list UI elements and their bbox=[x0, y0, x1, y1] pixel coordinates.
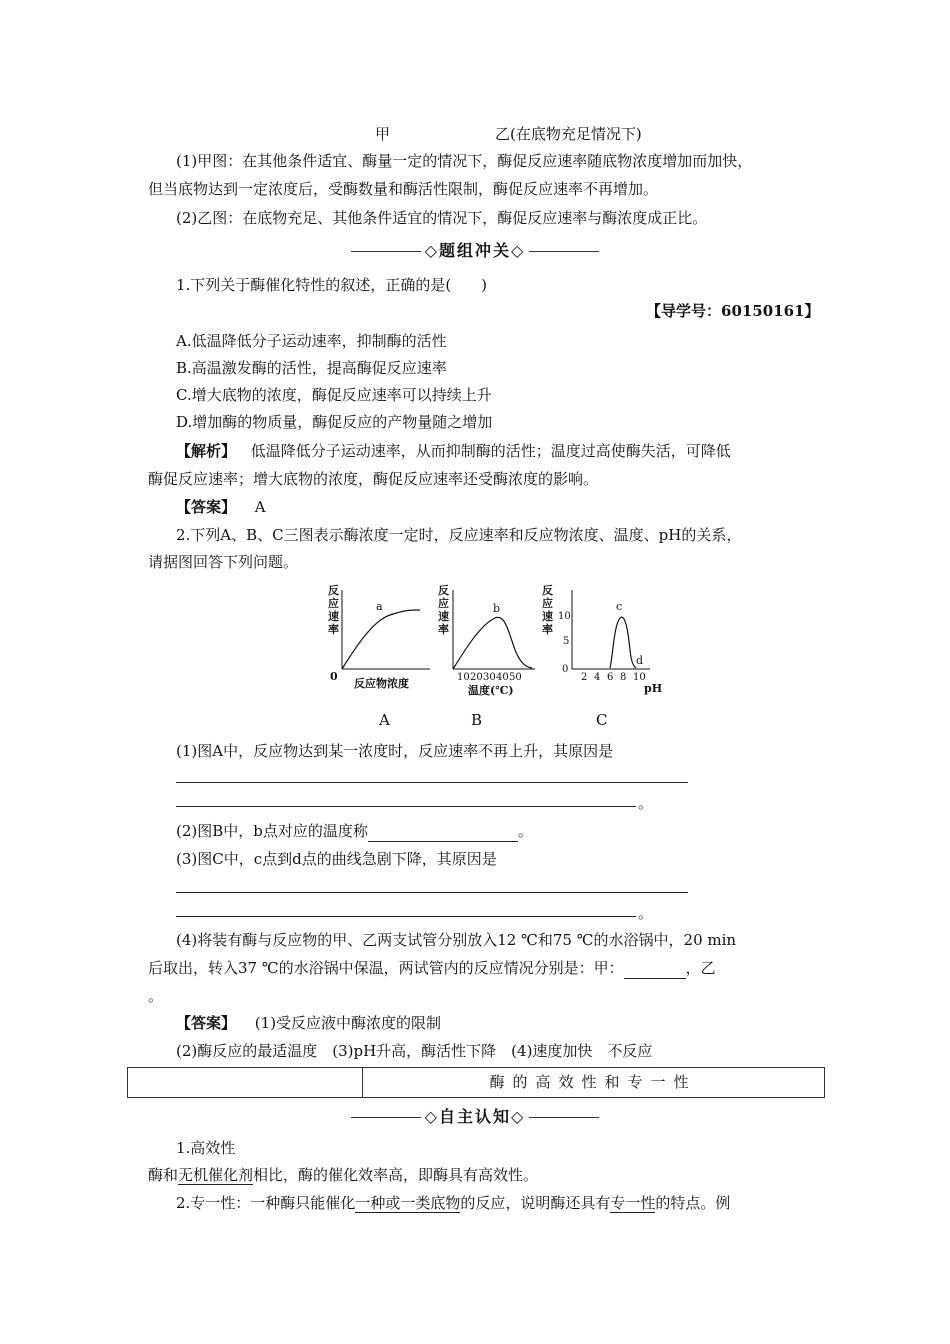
answer-blank bbox=[176, 916, 636, 917]
x-label: 温度(℃) bbox=[468, 684, 514, 697]
period: 。 bbox=[517, 822, 533, 840]
y-tick: 5 bbox=[563, 636, 570, 647]
x-label: 反应物浓度 bbox=[354, 677, 409, 690]
q2-sub2-text: (2)图B中，b点对应的温度称 bbox=[176, 822, 368, 840]
explain-1a: (1)甲图：在其他条件适宜、酶量一定的情况下，酶促反应速率随底物浓度增加而加快， bbox=[176, 152, 753, 170]
q1-ref-number: 【导学号：60150161】 bbox=[646, 302, 820, 320]
s2-heading-2 bbox=[176, 1192, 730, 1214]
text: 相比，酶的催化效率高，即酶具有高效性。 bbox=[253, 1166, 539, 1184]
chart-caption-c: C bbox=[596, 711, 608, 729]
x-tick: 30 bbox=[483, 672, 496, 683]
chart-b bbox=[438, 583, 535, 697]
q1-option-b: B.高温激发酶的活性，提高酶促反应速率 bbox=[176, 359, 447, 377]
origin: 0 bbox=[330, 670, 338, 683]
y-label-char: 速 bbox=[542, 610, 553, 623]
x-tick: 50 bbox=[509, 672, 522, 683]
section-heading-practice: ◇题组冲关◇ bbox=[0, 238, 950, 261]
explain-2: (2)乙图：在底物充足、其他条件适宜的情况下，酶促反应速率与酶浓度成正比。 bbox=[176, 209, 708, 227]
q1-stem: 1.下列关于酶催化特性的叙述，正确的是( ) bbox=[176, 276, 488, 294]
answer-blank bbox=[176, 782, 688, 783]
underlined-term: 专一性 bbox=[610, 1194, 656, 1212]
analysis-text: 低温降低分子运动速率，从而抑制酶的活性；温度过高使酶失活，可降低 bbox=[250, 442, 731, 460]
text: 的反应，说明酶还具有 bbox=[460, 1194, 611, 1212]
x-tick: 4 bbox=[594, 672, 601, 683]
answer-blank bbox=[368, 825, 518, 842]
curve-a bbox=[342, 610, 420, 669]
s2-heading-1: 1.高效性 bbox=[176, 1139, 236, 1157]
x-tick: 10 bbox=[457, 672, 470, 683]
period: 。 bbox=[638, 904, 654, 922]
y-label-char: 应 bbox=[438, 597, 449, 610]
answer-blank bbox=[176, 806, 636, 807]
section-title: 题组冲关 bbox=[438, 241, 511, 260]
y-tick: 10 bbox=[558, 611, 571, 622]
point-d: d bbox=[636, 654, 644, 667]
figure-caption-jia: 甲 bbox=[375, 125, 391, 143]
q1-answer bbox=[176, 496, 266, 518]
section-banner bbox=[127, 1067, 825, 1098]
chart-c bbox=[542, 583, 662, 695]
y-label-char: 应 bbox=[542, 597, 553, 610]
q2-sub1: (1)图A中，反应物达到某一浓度时，反应速率不再上升，其原因是 bbox=[176, 742, 614, 760]
q1-analysis-line2: 酶促反应速率；增大底物的浓度，酶促反应速率还受酶浓度的影响。 bbox=[148, 470, 599, 488]
y-label-char: 速 bbox=[328, 610, 339, 623]
answer-blank-jia bbox=[624, 962, 686, 979]
text: 的特点。例 bbox=[655, 1194, 731, 1212]
charts-figure bbox=[320, 580, 670, 700]
q1-option-c: C.增大底物的浓度，酶促反应速率可以持续上升 bbox=[176, 386, 492, 404]
s2-paragraph-1 bbox=[148, 1164, 538, 1186]
q2-stem-a: 2.下列A、B、C三图表示酶浓度一定时，反应速率和反应物浓度、温度、pH的关系， bbox=[176, 526, 742, 544]
answer-tag: 【答案】 bbox=[176, 498, 237, 516]
y-label-char: 应 bbox=[328, 597, 339, 610]
y-label-char: 率 bbox=[542, 623, 553, 636]
figure-caption-yi: 乙(在底物充足情况下) bbox=[495, 125, 642, 143]
curve-b bbox=[453, 617, 532, 669]
answer-tag: 【答案】 bbox=[176, 1014, 237, 1032]
q2-sub4b bbox=[148, 957, 716, 979]
text: 2.专一性：一种酶只能催化 bbox=[176, 1194, 356, 1212]
chart-caption-b: B bbox=[471, 711, 483, 729]
explain-1b: 但当底物达到一定浓度后，受酶数量和酶活性限制，酶促反应速率不再增加。 bbox=[148, 180, 659, 198]
underlined-term: 一种或一类底物 bbox=[355, 1194, 461, 1212]
q2-answer-line1 bbox=[176, 1012, 441, 1034]
y-label-char: 反 bbox=[438, 584, 449, 597]
q1-option-d: D.增加酶的物质量，酶促反应的产物量随之增加 bbox=[176, 413, 493, 431]
x-tick: 40 bbox=[496, 672, 509, 683]
x-tick: 2 bbox=[581, 672, 588, 683]
x-tick: 10 bbox=[633, 672, 646, 683]
q2-stem-b: 请据图回答下列问题。 bbox=[148, 553, 299, 571]
q1-option-a: A.低温降低分子运动速率，抑制酶的活性 bbox=[176, 332, 447, 350]
x-tick: 6 bbox=[607, 672, 614, 683]
answer-text: (1)受反应液中酶浓度的限制 bbox=[254, 1014, 442, 1032]
y-label-char: 速 bbox=[438, 610, 449, 623]
y-label-char: 率 bbox=[328, 623, 339, 636]
x-tick: 20 bbox=[470, 672, 483, 683]
q2-sub2 bbox=[176, 820, 533, 842]
chart-a bbox=[328, 583, 430, 690]
q2-sub3: (3)图C中，c点到d点的曲线急剧下降，其原因是 bbox=[176, 850, 497, 868]
y-label-char: 反 bbox=[328, 584, 339, 597]
q2-sub4c-text: ，乙 bbox=[685, 959, 716, 977]
answer-value: A bbox=[254, 498, 266, 516]
x-tick: 8 bbox=[620, 672, 627, 683]
analysis-tag: 【解析】 bbox=[176, 442, 237, 460]
y-label-char: 率 bbox=[438, 623, 449, 636]
point-b: b bbox=[493, 602, 501, 615]
point-c: c bbox=[616, 600, 623, 613]
q2-answer-line2: (2)酶反应的最适温度 (3)pH升高，酶活性下降 (4)速度加快 不反应 bbox=[176, 1042, 653, 1060]
point-a: a bbox=[376, 600, 383, 613]
period: 。 bbox=[638, 794, 654, 812]
y-label-char: 反 bbox=[542, 584, 553, 597]
text: 酶和 bbox=[148, 1166, 179, 1184]
chart-caption-a: A bbox=[379, 711, 390, 729]
answer-blank bbox=[176, 892, 688, 893]
period: 。 bbox=[148, 987, 164, 1005]
section-title: 自主认知 bbox=[438, 1107, 511, 1126]
underlined-term: 无机催化剂 bbox=[178, 1166, 254, 1184]
q2-sub4a: (4)将装有酶与反应物的甲、乙两支试管分别放入12 ℃和75 ℃的水浴锅中，20 min bbox=[176, 931, 737, 949]
q2-sub4b-text: 后取出，转入37 ℃的水浴锅中保温，两试管内的反应情况分别是：甲： bbox=[148, 959, 624, 977]
curve-c bbox=[610, 617, 636, 668]
banner-title: 酶的高效性和专一性 bbox=[489, 1073, 697, 1091]
section-heading-self-study: ◇自主认知◇ bbox=[0, 1104, 950, 1127]
x-label: pH bbox=[644, 682, 663, 695]
y-tick: 0 bbox=[562, 664, 569, 675]
q1-analysis-line1 bbox=[176, 440, 731, 462]
